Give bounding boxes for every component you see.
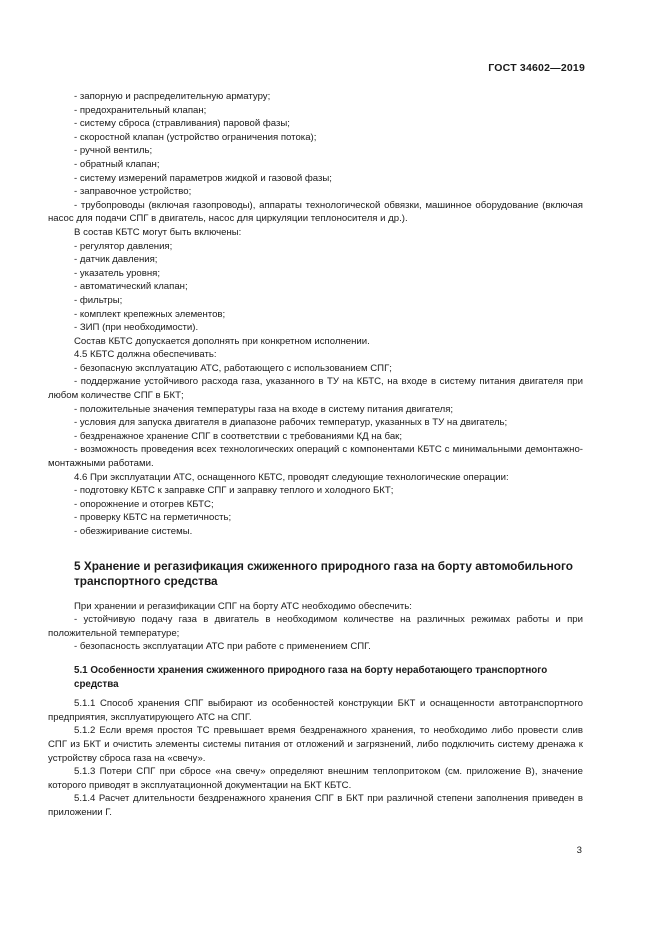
page-number: 3 bbox=[576, 845, 582, 856]
operations-list bbox=[48, 484, 583, 538]
list-item: - систему измерений параметров жидкой и газовой фазы; bbox=[74, 172, 332, 184]
kbts-components-list bbox=[48, 240, 583, 335]
list-item: - указатель уровня; bbox=[74, 267, 160, 279]
list-item: - обезжиривание системы. bbox=[74, 526, 193, 537]
list-item: - условия для запуска двигателя в диапазоне рабочих температур, указанных в ТУ на двигатель; bbox=[74, 417, 508, 429]
list-item: - подготовку КБТС к заправке СПГ и заправку теплого и холодного БКТ; bbox=[74, 485, 394, 497]
list-item: - опорожнение и отогрев КБТС; bbox=[74, 498, 214, 510]
list-item: - поддержание устойчивого расхода газа, указанного в ТУ на КБТС, на входе в систему питания двигателя при любом количестве СПГ в БКТ; bbox=[48, 376, 583, 402]
list-item: - фильтры; bbox=[74, 294, 123, 306]
section-5-1-heading: 5.1 Особенности хранения сжиженного природного газа на борту неработающего транспортного средства bbox=[74, 664, 548, 690]
list-item: - предохранительный клапан; bbox=[74, 104, 207, 116]
list-item: - скоростной клапан (устройство ограничения потока); bbox=[74, 131, 317, 143]
list-item: - ЗИП (при необходимости). bbox=[74, 322, 199, 334]
list-item: - ручной вентиль; bbox=[74, 145, 153, 157]
document-code: ГОСТ 34602—2019 bbox=[488, 62, 585, 74]
list-item: - бездренажное хранение СПГ в соответствии с требованиями КД на бак; bbox=[74, 430, 403, 442]
clause-5-1-1: 5.1.1 Способ хранения СПГ выбирают из особенностей конструкции БКТ и оснащенности автотранспортного предприятия, эксплуатирующего АТС на СПГ. bbox=[48, 698, 583, 723]
section-5-intro: При хранении и регазификации СПГ на борту АТС необходимо обеспечить: bbox=[74, 600, 412, 612]
list-item: - положительные значения температуры газа на входе в систему питания двигателя; bbox=[74, 403, 454, 415]
list-item: - регулятор давления; bbox=[74, 240, 173, 252]
clause-5-1-4: 5.1.4 Расчет длительности бездренажного хранения СПГ в БКТ при различной степени заполнения приведен в приложении Г. bbox=[48, 793, 583, 818]
list-item: - безопасность эксплуатации АТС при работе с применением СПГ. bbox=[74, 641, 371, 653]
clause-4-6: 4.6 При эксплуатации АТС, оснащенного КБТС, проводят следующие технологические операции: bbox=[74, 471, 509, 483]
list-item: - возможность проведения всех технологических операций с компонентами КБТС с минимальными демонтажно-монтажными работами. bbox=[48, 444, 583, 470]
list-item: - трубопроводы (включая газопроводы), аппараты технологической обвязки, машинное оборудование (включая насос для подачи СПГ в двигатель, насос для циркуляции теплоносителя и др.). bbox=[48, 199, 583, 225]
list-item: - устойчивую подачу газа в двигатель в необходимом количестве на различных режимах работы и при положительной температуре; bbox=[48, 614, 583, 639]
kbts-requirements-list bbox=[48, 362, 583, 471]
equipment-list bbox=[48, 90, 583, 226]
list-item: - датчик давления; bbox=[74, 254, 158, 266]
list-item: - проверку КБТС на герметичность; bbox=[74, 512, 232, 524]
kbts-note: Состав КБТС допускается дополнять при конкретном исполнении. bbox=[74, 335, 370, 347]
clause-5-1-2: 5.1.2 Если время простоя ТС превышает время бездренажного хранения, то необходимо либо провести слив СПГ из БКТ и очистить элементы системы питания от отложений и загрязнений, либо подключить систему дренажа к устройству сброса газа на «свечу». bbox=[48, 725, 583, 764]
list-item: - автоматический клапан; bbox=[74, 281, 188, 293]
list-item: - запорную и распределительную арматуру; bbox=[74, 91, 271, 102]
document-body bbox=[48, 90, 583, 820]
kbts-intro: В состав КБТС могут быть включены: bbox=[74, 226, 242, 238]
section-5-heading: 5 Хранение и регазификация сжиженного природного газа на борту автомобильного транспортного средства bbox=[74, 558, 573, 589]
list-item: - заправочное устройство; bbox=[74, 186, 192, 198]
list-item: - безопасную эксплуатацию АТС, работающего с использованием СПГ; bbox=[74, 362, 392, 374]
clause-5-1-3: 5.1.3 Потери СПГ при сбросе «на свечу» определяют внешним теплопритоком (см. приложение В), значение которого приводят в эксплуатационной документации на БКТ КБТС. bbox=[48, 766, 583, 791]
clause-4-5: 4.5 КБТС должна обеспечивать: bbox=[74, 349, 217, 361]
list-item: - комплект крепежных элементов; bbox=[74, 308, 226, 320]
list-item: - систему сброса (стравливания) паровой фазы; bbox=[74, 118, 290, 130]
list-item: - обратный клапан; bbox=[74, 158, 160, 170]
